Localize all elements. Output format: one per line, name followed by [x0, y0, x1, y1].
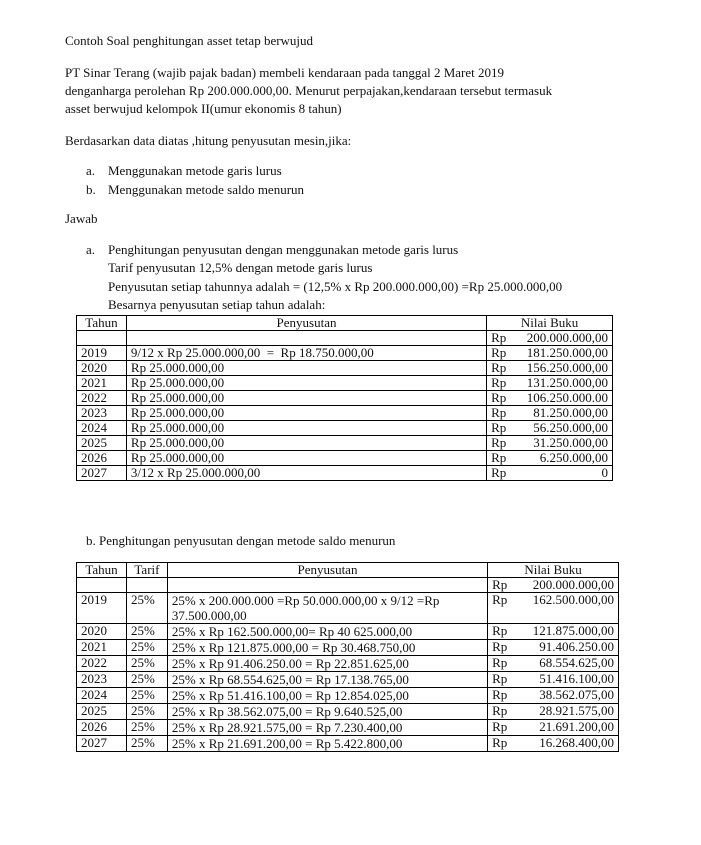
cell-nilai-buku — [487, 361, 613, 376]
table-row — [77, 406, 613, 421]
header-nilai-buku: Nilai Buku — [487, 316, 613, 331]
cell-nilai-buku — [487, 451, 613, 466]
amount-value: 0 — [601, 465, 608, 480]
table-row — [77, 451, 613, 466]
cell-tahun: 2026 — [77, 451, 127, 466]
section-a-label: a. — [86, 242, 96, 257]
cell-nilai-buku — [488, 578, 619, 593]
header-penyusutan: Penyusutan — [126, 316, 486, 331]
cell-tarif: 25% — [126, 656, 167, 672]
cell-penyusutan: 25% x Rp 91.406.250.00 = Rp 22.851.625,00 — [167, 656, 487, 672]
question: Berdasarkan data diatas ,hitung penyusutan mesin,jika: — [65, 133, 352, 148]
table-row — [77, 436, 613, 451]
intro-line-1: PT Sinar Terang (wajib pajak badan) membeli kendaraan pada tanggal 2 Maret 2019 — [65, 65, 505, 80]
cell-penyusutan: 25% x Rp 121.875.000,00 = Rp 30.468.750,00 — [167, 640, 487, 656]
cell-penyusutan: Rp 25.000.000,00 — [126, 391, 486, 406]
cell-nilai-buku — [487, 421, 613, 436]
currency-label: Rp — [492, 671, 508, 686]
currency-label: Rp — [491, 465, 507, 480]
cell-tahun: 2025 — [77, 436, 127, 451]
table-header-row — [77, 563, 619, 578]
currency-label: Rp — [491, 405, 507, 420]
table-row — [77, 421, 613, 436]
cell-nilai-buku — [487, 466, 613, 481]
amount-value: 6.250.000,00 — [539, 450, 608, 465]
cell-nilai-buku — [488, 624, 619, 640]
amount-value: 56.250.000,00 — [533, 420, 608, 435]
table-row — [77, 391, 613, 406]
cell-nilai-buku — [488, 688, 619, 704]
amount-value: 16.268.400,00 — [539, 735, 614, 750]
cell-penyusutan: Rp 25.000.000,00 — [126, 406, 486, 421]
cell-nilai-buku — [488, 640, 619, 656]
amount-value: 28.921.575,00 — [539, 703, 614, 718]
cell-tahun: 2026 — [77, 720, 127, 736]
cell-nilai-buku — [487, 436, 613, 451]
amount-value: 131.250.000,00 — [526, 375, 608, 390]
cell-tahun: 2027 — [77, 466, 127, 481]
cell-penyusutan: 25% x Rp 38.562.075,00 = Rp 9.640.525,00 — [167, 704, 487, 720]
cell-tahun — [77, 331, 127, 346]
cell-tahun: 2025 — [77, 704, 127, 720]
cell-penyusutan: Rp 25.000.000,00 — [126, 361, 486, 376]
cell-nilai-buku — [488, 720, 619, 736]
section-a-line-1: Penghitungan penyusutan dengan menggunakan metode garis lurus — [108, 242, 459, 257]
option-a-text: Menggunakan metode garis lurus — [108, 163, 282, 178]
header-tarif: Tarif — [126, 563, 167, 578]
straight-line-table — [76, 315, 613, 481]
table-row — [77, 593, 619, 624]
cell-tahun: 2023 — [77, 672, 127, 688]
amount-value: 81.250.000,00 — [533, 405, 608, 420]
declining-balance-table — [76, 562, 619, 752]
cell-nilai-buku — [487, 406, 613, 421]
currency-label: Rp — [492, 623, 508, 638]
cell-nilai-buku — [488, 736, 619, 752]
cell-nilai-buku — [488, 704, 619, 720]
amount-value: 156.250.000,00 — [526, 360, 608, 375]
table-row — [77, 688, 619, 704]
answer-label: Jawab — [65, 211, 98, 226]
header-tahun: Tahun — [77, 563, 127, 578]
table-row — [77, 346, 613, 361]
cell-nilai-buku — [488, 656, 619, 672]
currency-label: Rp — [492, 735, 508, 750]
option-b-label: b. — [86, 182, 96, 197]
cell-penyusutan: Rp 25.000.000,00 — [126, 421, 486, 436]
currency-label: Rp — [492, 592, 508, 607]
currency-label: Rp — [491, 420, 507, 435]
amount-value: 162.500.000,00 — [532, 592, 614, 607]
cell-tarif: 25% — [126, 672, 167, 688]
cell-tarif — [126, 578, 167, 593]
cell-tahun: 2021 — [77, 640, 127, 656]
amount-value: 38.562.075,00 — [539, 687, 614, 702]
table-row — [77, 736, 619, 752]
cell-tahun: 2022 — [77, 391, 127, 406]
intro-line-3: asset berwujud kelompok II(umur ekonomis 8 tahun) — [65, 101, 342, 116]
cell-penyusutan: Rp 25.000.000,00 — [126, 376, 486, 391]
currency-label: Rp — [492, 687, 508, 702]
currency-label: Rp — [492, 577, 508, 592]
cell-tarif: 25% — [126, 704, 167, 720]
currency-label: Rp — [491, 345, 507, 360]
table-row — [77, 640, 619, 656]
cell-penyusutan: 25% x Rp 162.500.000,00= Rp 40 625.000,00 — [167, 624, 487, 640]
table-row — [77, 578, 619, 593]
cell-penyusutan: 25% x Rp 28.921.575,00 = Rp 7.230.400,00 — [167, 720, 487, 736]
header-penyusutan: Penyusutan — [167, 563, 487, 578]
currency-label: Rp — [491, 375, 507, 390]
header-tahun: Tahun — [77, 316, 127, 331]
cell-penyusutan: 25% x 200.000.000 =Rp 50.000.000,00 x 9/12 =Rp 37.500.000,00 — [167, 593, 487, 624]
currency-label: Rp — [491, 360, 507, 375]
amount-value: 121.875.000,00 — [532, 623, 614, 638]
cell-nilai-buku — [487, 346, 613, 361]
cell-tarif: 25% — [126, 640, 167, 656]
intro-line-2: denganharga perolehan Rp 200.000.000,00. Menurut perpajakan,kendaraan tersebut termasuk — [65, 83, 553, 98]
currency-label: Rp — [491, 390, 507, 405]
section-a-line-3: Penyusutan setiap tahunnya adalah = (12,5% x Rp 200.000.000,00) =Rp 25.000.000,00 — [108, 279, 563, 294]
cell-nilai-buku — [488, 672, 619, 688]
section-a-line-4: Besarnya penyusutan setiap tahun adalah: — [108, 297, 326, 312]
amount-value: 91.406.250.00 — [539, 639, 614, 654]
amount-value: 21.691.200,00 — [539, 719, 614, 734]
option-a-label: a. — [86, 163, 96, 178]
cell-tarif: 25% — [126, 736, 167, 752]
cell-tahun: 2022 — [77, 656, 127, 672]
table-header-row — [77, 316, 613, 331]
cell-penyusutan — [126, 331, 486, 346]
cell-tahun: 2021 — [77, 376, 127, 391]
cell-tahun: 2020 — [77, 361, 127, 376]
cell-penyusutan: 3/12 x Rp 25.000.000,00 — [126, 466, 486, 481]
cell-penyusutan: Rp 25.000.000,00 — [126, 436, 486, 451]
cell-tarif: 25% — [126, 688, 167, 704]
table-row — [77, 672, 619, 688]
cell-tahun: 2023 — [77, 406, 127, 421]
table-row — [77, 720, 619, 736]
header-nilai-buku: Nilai Buku — [488, 563, 619, 578]
cell-nilai-buku — [487, 391, 613, 406]
currency-label: Rp — [492, 655, 508, 670]
table-row — [77, 624, 619, 640]
cell-nilai-buku — [487, 331, 613, 346]
cell-penyusutan: 25% x Rp 21.691.200,00 = Rp 5.422.800,00 — [167, 736, 487, 752]
currency-label: Rp — [492, 703, 508, 718]
cell-tarif: 25% — [126, 720, 167, 736]
section-a-line-2: Tarif penyusutan 12,5% dengan metode garis lurus — [108, 260, 373, 275]
currency-label: Rp — [491, 330, 507, 345]
amount-value: 200.000.000,00 — [532, 577, 614, 592]
cell-tahun: 2024 — [77, 421, 127, 436]
amount-value: 51.416.100,00 — [539, 671, 614, 686]
cell-tahun: 2019 — [77, 346, 127, 361]
cell-penyusutan: 25% x Rp 68.554.625,00 = Rp 17.138.765,00 — [167, 672, 487, 688]
cell-penyusutan: 25% x Rp 51.416.100,00 = Rp 12.854.025,00 — [167, 688, 487, 704]
table-row — [77, 704, 619, 720]
table-row — [77, 376, 613, 391]
table-row — [77, 466, 613, 481]
cell-penyusutan: Rp 25.000.000,00 — [126, 451, 486, 466]
table-row — [77, 331, 613, 346]
cell-penyusutan: 9/12 x Rp 25.000.000,00 = Rp 18.750.000,00 — [126, 346, 486, 361]
amount-value: 68.554.625,00 — [539, 655, 614, 670]
amount-value: 200.000.000,00 — [526, 330, 608, 345]
cell-tahun: 2019 — [77, 593, 127, 624]
cell-penyusutan — [167, 578, 487, 593]
doc-title: Contoh Soal penghitungan asset tetap berwujud — [65, 33, 314, 48]
cell-tarif: 25% — [126, 593, 167, 624]
amount-value: 31.250.000,00 — [533, 435, 608, 450]
currency-label: Rp — [491, 435, 507, 450]
amount-value: 181.250.000,00 — [526, 345, 608, 360]
cell-nilai-buku — [488, 593, 619, 624]
cell-tahun — [77, 578, 127, 593]
option-b-text: Menggunakan metode saldo menurun — [108, 182, 305, 197]
currency-label: Rp — [492, 719, 508, 734]
amount-value: 106.250.000.00 — [526, 390, 608, 405]
section-b-heading: b. Penghitungan penyusutan dengan metode saldo menurun — [86, 533, 396, 548]
currency-label: Rp — [492, 639, 508, 654]
cell-tahun: 2020 — [77, 624, 127, 640]
cell-tarif: 25% — [126, 624, 167, 640]
currency-label: Rp — [491, 450, 507, 465]
cell-tahun: 2024 — [77, 688, 127, 704]
table-row — [77, 656, 619, 672]
cell-nilai-buku — [487, 376, 613, 391]
table-row — [77, 361, 613, 376]
cell-tahun: 2027 — [77, 736, 127, 752]
